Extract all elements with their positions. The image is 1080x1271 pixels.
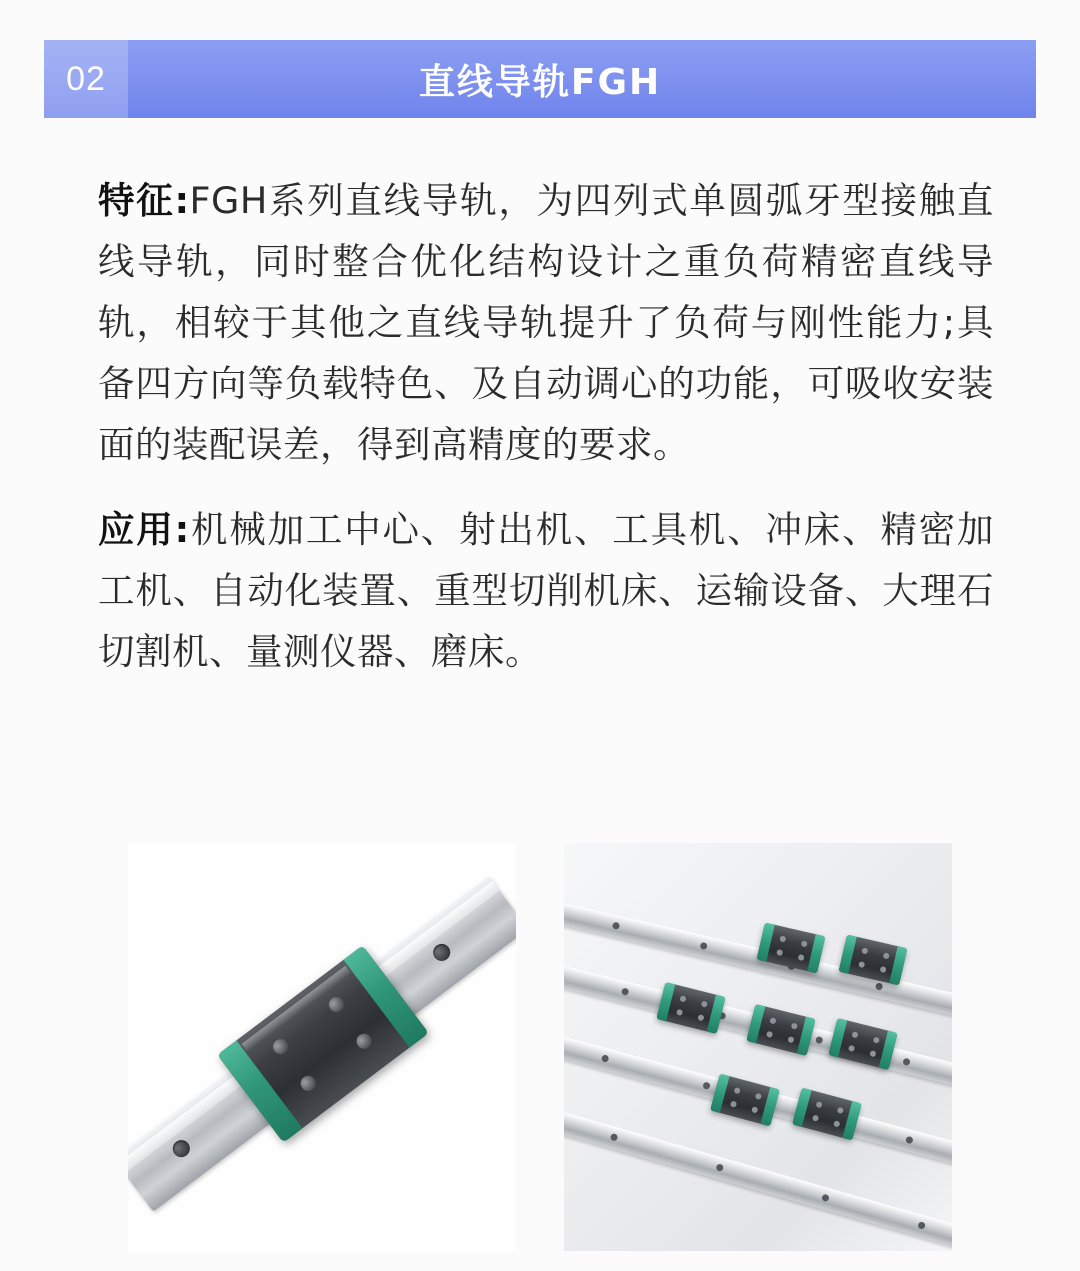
rail-mounting-hole [612, 922, 620, 930]
block-bolt-hole [326, 994, 347, 1015]
rail-mounting-hole [821, 1194, 830, 1203]
linear-guide-multiple-rails-photo [564, 843, 952, 1251]
rail-mounting-hole [621, 987, 629, 995]
application-label: 应用: [98, 508, 190, 551]
block-bolt-hole [815, 1101, 822, 1108]
block-bolt-hole [798, 954, 805, 961]
rail-mounting-hole [905, 1136, 914, 1145]
rail-mounting-hole [169, 1137, 193, 1161]
block-bolt-hole [676, 1009, 683, 1016]
section-header [44, 40, 1036, 118]
feature-label: 特征: [98, 179, 190, 222]
rail-mounting-hole [917, 1221, 926, 1230]
section-number: 02 [44, 40, 128, 118]
application-paragraph [98, 499, 994, 682]
block-bolt-hole [801, 940, 808, 947]
rail-mounting-hole [875, 982, 883, 990]
block-bolt-hole [779, 935, 786, 942]
block-bolt-hole [812, 1114, 819, 1121]
block-bolt-hole [883, 952, 890, 959]
block-bolt-hole [701, 1000, 708, 1007]
block-bolt-hole [791, 1022, 798, 1029]
feature-paragraph [98, 170, 994, 475]
block-bolt-hole [869, 1050, 876, 1057]
block-bolt-hole [697, 1014, 704, 1021]
block-bolt-hole [270, 1036, 291, 1057]
linear-guide-single-rail-photo [128, 843, 516, 1251]
block-bolt-hole [848, 1045, 855, 1052]
block-bolt-hole [298, 1073, 319, 1094]
application-text: 机械加工中心、射出机、工具机、冲床、精密加工机、自动化装置、重型切削机床、运输设备、大理石切割机、量测仪器、磨床。 [98, 508, 994, 673]
block-bolt-hole [679, 995, 686, 1002]
block-bolt-hole [833, 1120, 840, 1127]
block-bolt-hole [766, 1031, 773, 1038]
block-bolt-hole [730, 1100, 737, 1107]
block-bolt-hole [733, 1087, 740, 1094]
rail-mounting-hole [902, 1058, 910, 1066]
block-bolt-hole [354, 1031, 375, 1052]
block-bolt-hole [858, 961, 865, 968]
block-bolt-hole [751, 1106, 758, 1113]
description-content [98, 170, 994, 692]
block-bolt-hole [851, 1031, 858, 1038]
rail-mounting-hole [715, 1163, 724, 1172]
block-bolt-hole [787, 1036, 794, 1043]
block-bolt-hole [861, 947, 868, 954]
block-bolt-hole [769, 1017, 776, 1024]
rail-mounting-hole [699, 942, 707, 950]
block-bolt-hole [880, 966, 887, 973]
rail-mounting-hole [702, 1081, 711, 1090]
product-image-gallery [128, 843, 952, 1251]
block-bolt-hole [776, 949, 783, 956]
page-title: 直线导轨FGH [418, 61, 662, 103]
rail-mounting-hole [601, 1054, 610, 1063]
block-bolt-hole [873, 1036, 880, 1043]
block-bolt-hole [837, 1107, 844, 1114]
rail-mounting-hole [815, 1036, 823, 1044]
rail-mounting-hole [610, 1133, 619, 1142]
feature-text: FGH系列直线导轨，为四列式单圆弧牙型接触直线导轨，同时整合优化结构设计之重负荷精密直线导轨，相较于其他之直线导轨提升了负荷与刚性能力;具备四方向等负载特色、及自动调心的功能，可吸收安装面的装配误差，得到高精度的要求。 [98, 179, 994, 466]
block-bolt-hole [755, 1093, 762, 1100]
rail-mounting-hole [430, 941, 454, 965]
